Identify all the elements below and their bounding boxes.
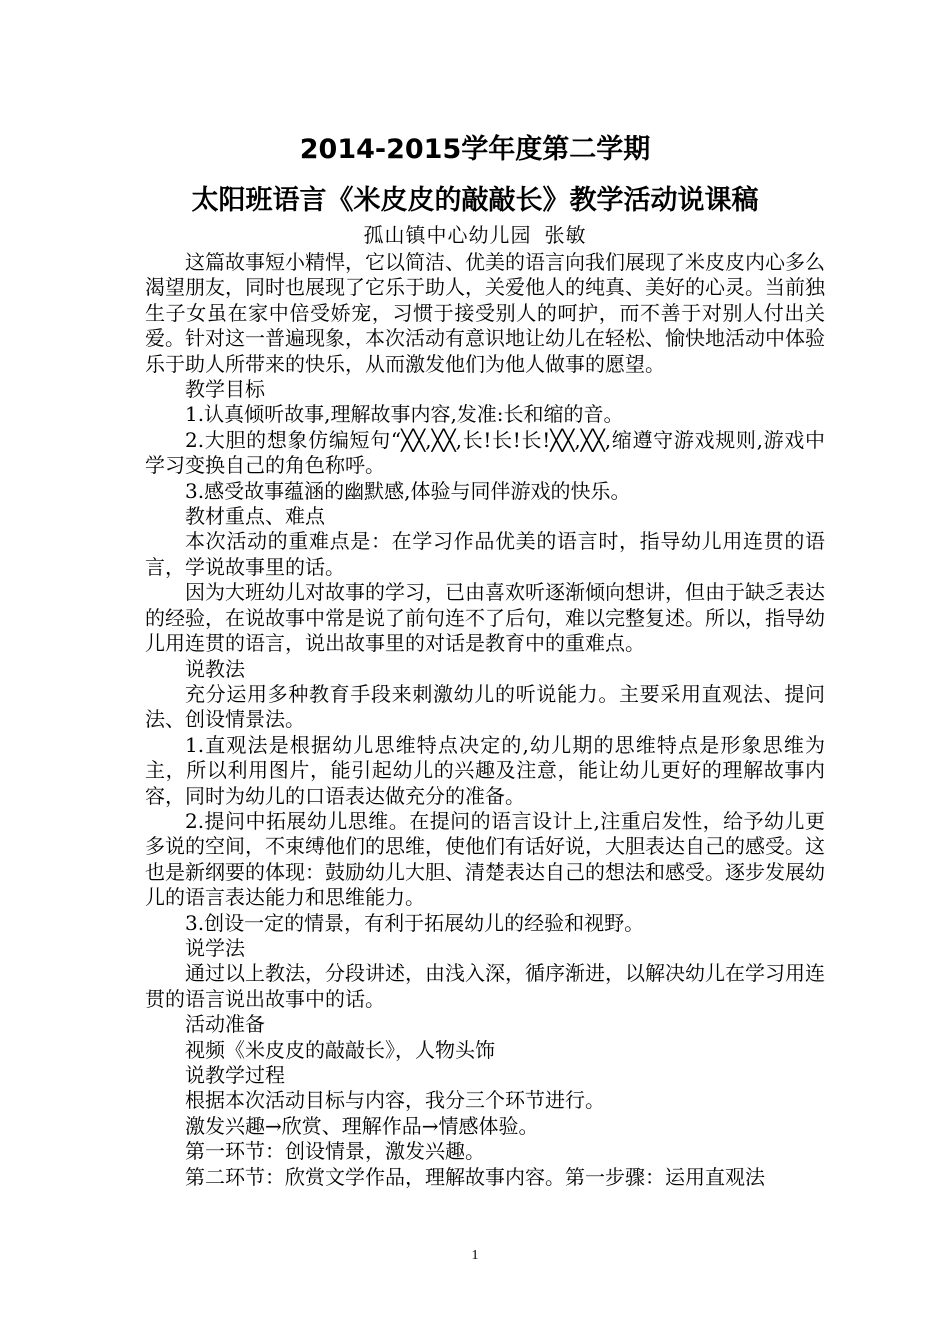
paragraph: 2.大胆的想象仿编短句“╳╳,╳╳,长!长!长!╳╳,╳╳,缩遵守游戏规则,游戏中学习变换自己的角色称呼。 (145, 427, 825, 478)
section-heading: 说教学过程 (185, 1063, 285, 1087)
paragraph: 3.创设一定的情景，有利于拓展幼儿的经验和视野。 (185, 910, 645, 935)
section-heading: 教学目标 (185, 377, 265, 402)
paragraph: 3.感受故事蕴涵的幽默感,体验与同伴游戏的快乐。 (185, 478, 631, 503)
paragraph: 第二环节：欣赏文学作品，理解故事内容。第一步骤：运用直观法 (185, 1164, 765, 1189)
document-title: 2014-2015学年度第二学期 (299, 134, 651, 165)
page-number: 1 (471, 1248, 479, 1263)
author-line: 孤山镇中心幼儿园 张敏 (363, 223, 587, 247)
paragraph: 根据本次活动目标与内容，我分三个环节进行。 (185, 1088, 605, 1113)
document-subtitle: 太阳班语言《米皮皮的敲敲长》教学活动说课稿 (191, 185, 759, 216)
paragraph: 因为大班幼儿对故事的学习，已由喜欢听逐渐倾向想讲，但由于缺乏表达的经验，在说故事中常是说了前句连不了后句，难以完整复述。所以，指导幼儿用连贯的语言，说出故事里的对话是教育中的重难点。 (145, 580, 825, 656)
paragraph: 视频《米皮皮的敲敲长》，人物头饰 (185, 1037, 495, 1062)
section-heading: 说学法 (185, 935, 245, 960)
paragraph: 1.直观法是根据幼儿思维特点决定的,幼儿期的思维特点是形象思维为主，所以利用图片，能引起幼儿的兴趣及注意，能让幼儿更好的理解故事内容，同时为幼儿的口语表达做充分的准备。 (145, 732, 825, 808)
section-heading: 教材重点、难点 (185, 504, 325, 529)
paragraph: 第一环节：创设情景，激发兴趣。 (185, 1139, 485, 1164)
section-heading: 活动准备 (185, 1012, 265, 1037)
paragraph: 本次活动的重难点是：在学习作品优美的语言时，指导幼儿用连贯的语言，学说故事里的话。 (145, 529, 825, 579)
paragraph: 2.提问中拓展幼儿思维。在提问的语言设计上,注重启发性，给予幼儿更多说的空间，不束缚他们的思维，使他们有话好说，大胆表达自己的感受。这也是新纲要的体现：鼓励幼儿大胆、清楚表达自己的想法和感受。逐步发展幼儿的语言表达能力和思维能力。 (145, 808, 825, 910)
paragraph: 通过以上教法，分段讲述，由浅入深，循序渐进，以解决幼儿在学习用连贯的语言说出故事中的话。 (145, 961, 825, 1011)
paragraph: 1.认真倾听故事,理解故事内容,发准:长和缩的音。 (185, 402, 624, 427)
paragraph: 充分运用多种教育手段来刺激幼儿的听说能力。主要采用直观法、提问法、创设情景法。 (145, 681, 825, 732)
paragraph: 激发兴趣→欣赏、理解作品→情感体验。 (185, 1113, 539, 1138)
document-body (145, 250, 825, 1190)
section-heading: 说教法 (185, 656, 245, 681)
paragraph: 这篇故事短小精悍，它以简洁、优美的语言向我们展现了米皮皮内心多么渴望朋友，同时也展现了它乐于助人，关爱他人的纯真、美好的心灵。当前独生子女虽在家中倍受娇宠，习惯于接受别人的呵护，而不善于对别人付出关爱。针对这一普遍现象，本次活动有意识地让幼儿在轻松、愉快地活动中体验乐于助人所带来的快乐，从而激发他们为他人做事的愿望。 (145, 250, 825, 376)
